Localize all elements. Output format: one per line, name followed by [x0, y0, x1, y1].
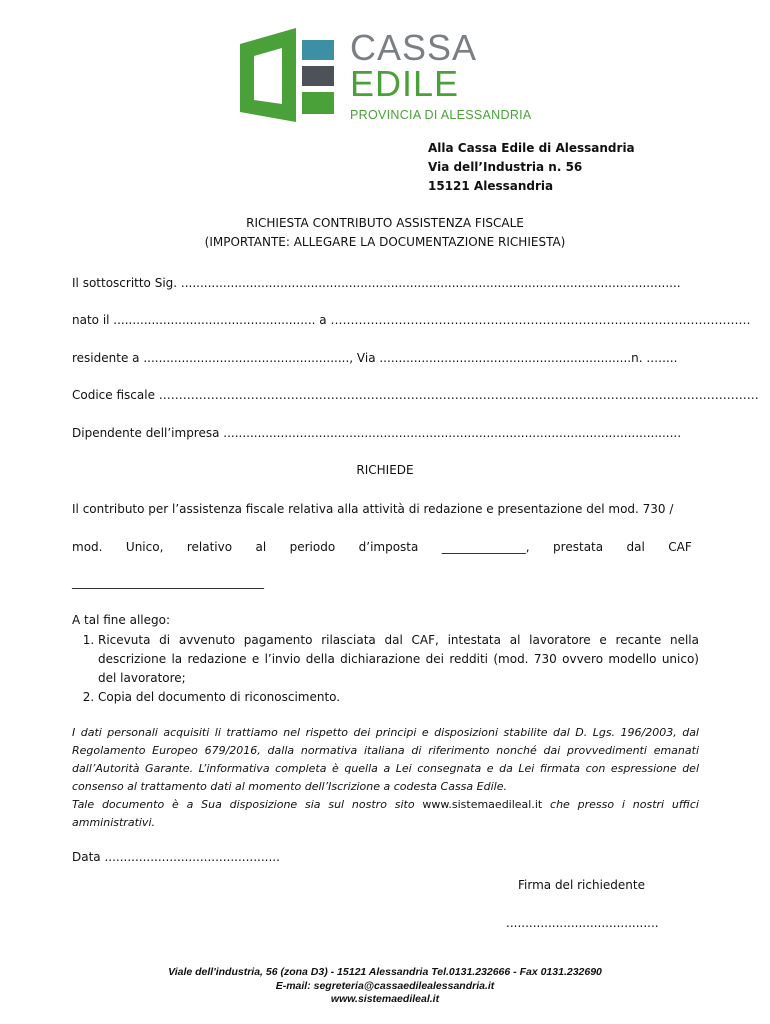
caf-name-field[interactable]: ________________________________	[72, 575, 264, 589]
privacy-paragraph-2-end: che presso i nostri uffici amministrativi.	[72, 798, 699, 829]
field-residente[interactable]: residente a ......................................................, Via ..................................................................n. .…....	[72, 351, 678, 365]
privacy-notice	[72, 724, 699, 832]
field-data[interactable]: Data ..............................................	[72, 850, 280, 864]
privacy-paragraph-2-start: Tale documento è a Sua disposizione sia sul nostro sito	[72, 798, 423, 811]
document-subtitle: (IMPORTANTE: ALLEGARE LA DOCUMENTAZIONE RICHIESTA)	[204, 235, 566, 249]
field-dipendente[interactable]: Dipendente dell’impresa ........................................................................................................................	[72, 426, 682, 440]
allegato-item: 1. Ricevuta di avvenuto pagamento rilasciata dal CAF, intestata al lavoratore e recante nella descrizione la redazione e l’invio della dichiarazione dei redditi (mod. 730 ovvero modello unico) del lavoratore;	[98, 631, 699, 688]
privacy-paragraph-1: I dati personali acquisiti li trattiamo nel rispetto dei principi e disposizioni stabilite dal D. Lgs. 196/2003, dal Regolamento Europeo 679/2016, dalla normativa italiana di riferimento nonché dai provvedimenti emanati dall’Autorità Garante. L’informativa completa è quella a Lei consegnata e da Lei firmata con espressione del consenso al trattamento dati al momento dell’Iscrizione a codesta Cassa Edile.	[72, 726, 699, 793]
logo-text-edile: EDILE	[350, 63, 460, 104]
richiede-heading: RICHIEDE	[356, 463, 414, 477]
recipient-line-3: 15121 Alessandria	[428, 179, 554, 193]
footer-email[interactable]: E-mail: segreteria@cassaedilealessandria.it	[275, 979, 495, 992]
footer-website[interactable]: www.sistemaedileal.it	[330, 993, 440, 1005]
allegati-intro: A tal fine allego:	[72, 613, 170, 627]
footer	[0, 966, 770, 1007]
footer-address: Viale dell'industria, 56 (zona D3) - 15121 Alessandria Tel.0131.232666 - Fax 0131.232690	[168, 966, 602, 978]
logo-mark-icon	[238, 26, 338, 126]
request-line-1: Il contributo per l’assistenza fiscale relativa alla attività di redazione e presentazione del mod. 730 /	[72, 502, 674, 516]
field-sottoscritto[interactable]: Il sottoscritto Sig. ...................................................................................................................................	[72, 276, 681, 290]
website-link[interactable]: www.sistemaedileal.it	[422, 798, 543, 811]
firma-field[interactable]: ........................................	[506, 916, 659, 930]
logo-text-provincia: PROVINCIA DI ALESSANDRIA	[350, 108, 532, 122]
field-codice-fiscale[interactable]: Codice fiscale ……………………………………………………………………………………………………………………………………	[72, 388, 759, 402]
recipient-line-2: Via dell’Industria n. 56	[428, 160, 583, 174]
allegati-list	[72, 631, 699, 707]
request-line-2[interactable]: mod. Unico, relativo al periodo d’imposta ______________, prestata dal CAF	[72, 540, 692, 554]
document-title: RICHIESTA CONTRIBUTO ASSISTENZA FISCALE	[246, 216, 524, 230]
cassa-edile-logo	[238, 26, 538, 126]
field-nato[interactable]: nato il ..................................................... a ……………………………………………………………………………………………	[72, 313, 751, 327]
logo-text-cassa: CASSA	[350, 27, 478, 68]
firma-label: Firma del richiedente	[518, 878, 645, 892]
recipient-address	[428, 139, 635, 196]
recipient-line-1: Alla Cassa Edile di Alessandria	[428, 141, 635, 155]
allegato-item: 2. Copia del documento di riconoscimento.	[98, 688, 699, 707]
